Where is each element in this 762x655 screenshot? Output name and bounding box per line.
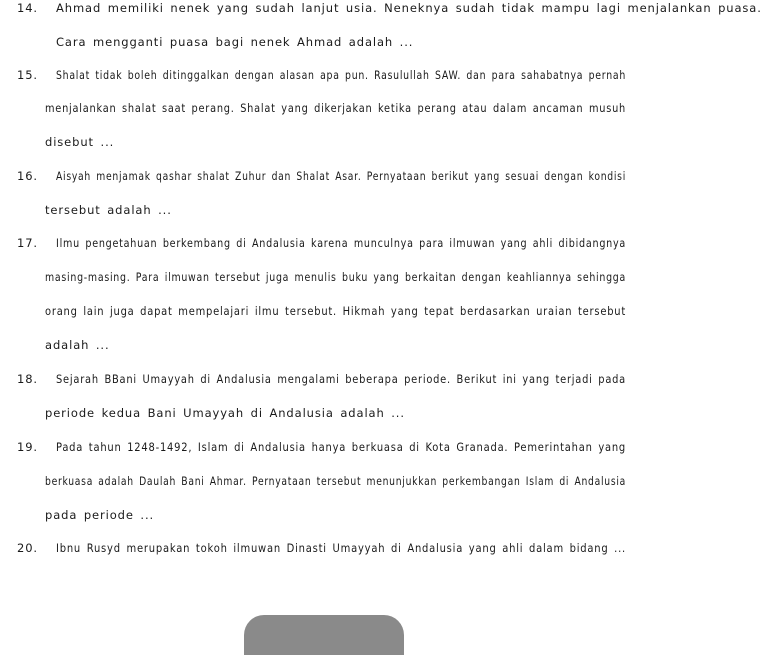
question-number: 15. — [17, 68, 38, 82]
question-line: Aisyah menjamak qashar shalat Zuhur dan Shalat Asar. Pernyataan berikut yang sesuai dengan kondisi — [56, 169, 626, 183]
question-number: 20. — [17, 541, 38, 555]
question-line: Shalat tidak boleh ditinggalkan dengan alasan apa pun. Rasulullah SAW. dan para sahabatnya pernah — [56, 68, 627, 82]
question-line: disebut ... — [45, 135, 115, 149]
question-line: orang lain juga dapat mempelajari ilmu tersebut. Hikmah yang tepat berdasarkan uraian tersebut — [45, 304, 627, 318]
question-line: adalah ... — [45, 338, 110, 352]
question-number: 16. — [17, 169, 38, 183]
question-line: Sejarah BBani Umayyah di Andalusia mengalami beberapa periode. Berikut ini yang terjadi pada — [56, 372, 626, 386]
question-number: 18. — [17, 372, 38, 386]
question-line: periode kedua Bani Umayyah di Andalusia adalah ... — [45, 406, 405, 420]
bottom-panel-handle[interactable] — [244, 615, 404, 655]
question-line: masing-masing. Para ilmuwan tersebut juga menulis buku yang berkaitan dengan keahliannya sehingga — [45, 270, 627, 284]
question-line: Ilmu pengetahuan berkembang di Andalusia karena munculnya para ilmuwan yang ahli dibidangnya — [56, 236, 627, 250]
question-line: menjalankan shalat saat perang. Shalat yang dikerjakan ketika perang atau dalam ancaman musuh — [45, 101, 626, 115]
question-line: Ibnu Rusyd merupakan tokoh ilmuwan Dinasti Umayyah di Andalusia yang ahli dalam bidang ... — [56, 541, 627, 555]
question-number: 19. — [17, 440, 38, 454]
question-line: berkuasa adalah Daulah Bani Ahmar. Pernyataan tersebut menunjukkan perkembangan Islam di Andalusia — [45, 474, 626, 488]
question-line: tersebut adalah ... — [45, 203, 172, 217]
question-number: 14. — [17, 1, 38, 15]
question-line: Cara mengganti puasa bagi nenek Ahmad adalah ... — [56, 35, 414, 49]
question-line: Ahmad memiliki nenek yang sudah lanjut usia. Neneknya sudah tidak mampu lagi menjalankan puasa. — [56, 1, 762, 15]
question-number: 17. — [17, 236, 38, 250]
question-line: Pada tahun 1248-1492, Islam di Andalusia hanya berkuasa di Kota Granada. Pemerintahan yang — [56, 440, 627, 454]
question-line: pada periode ... — [45, 508, 155, 522]
